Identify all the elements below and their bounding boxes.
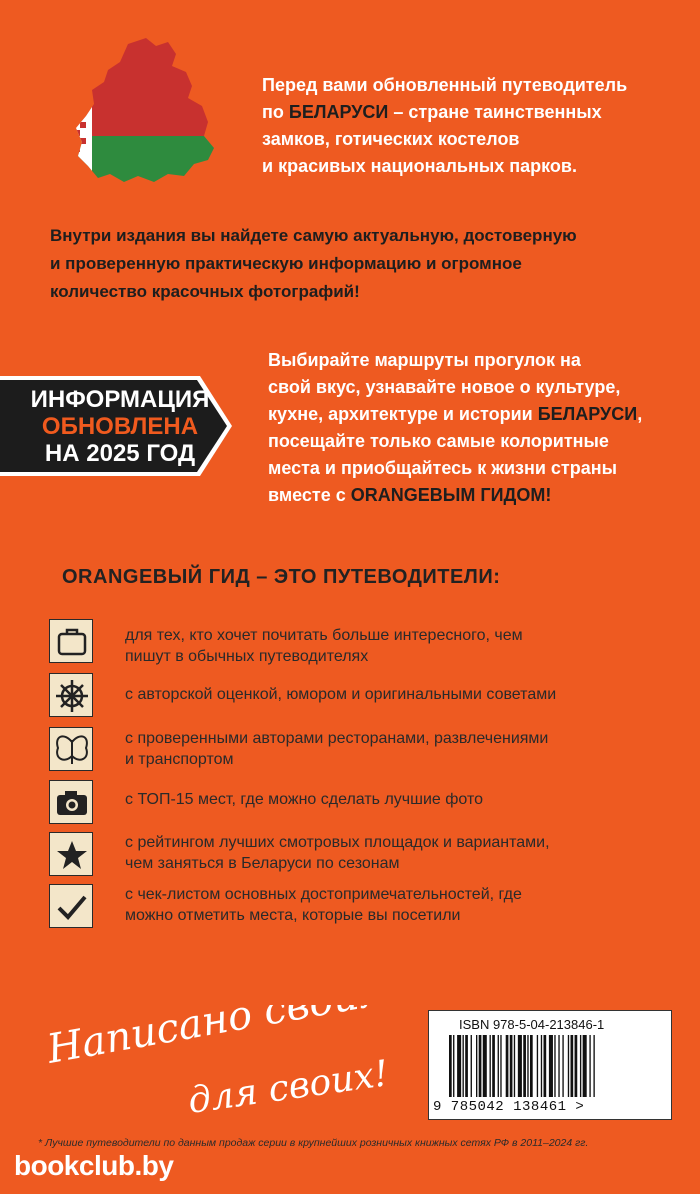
- inside-line-3: количество красочных фотографий!: [50, 282, 360, 301]
- barcode-bar: [593, 1035, 594, 1097]
- routes-line-1: Выбирайте маршруты прогулок на: [268, 350, 581, 370]
- routes-line-3: [268, 401, 688, 428]
- intro-line-4: и красивых национальных парков.: [262, 156, 577, 176]
- inside-paragraph: [50, 222, 670, 306]
- intro-paragraph: [262, 72, 682, 180]
- barcode-bar: [453, 1035, 454, 1097]
- inside-line-1: Внутри издания вы найдете самую актуальную, достоверную: [50, 226, 577, 245]
- routes-line-3-suffix: ,: [637, 404, 643, 424]
- barcode-bar: [583, 1035, 587, 1097]
- feature-item-4: [125, 789, 685, 810]
- barcode-bar: [465, 1035, 468, 1097]
- feature-item-3: [125, 728, 685, 770]
- checkmark-icon: [49, 884, 93, 928]
- feature-3-line-2: и транспортом: [125, 751, 234, 768]
- barcode-bar: [476, 1035, 477, 1097]
- barcode-bars: [435, 1035, 665, 1097]
- routes-line-4: посещайте только самые колоритные: [268, 431, 609, 451]
- barcode-bar: [479, 1035, 482, 1097]
- feature-5-line-1: с рейтингом лучших смотровых площадок и вариантами,: [125, 834, 550, 851]
- barcode-bar: [580, 1035, 581, 1097]
- intro-line-2-suffix: – стране таинственных: [388, 102, 602, 122]
- feature-3-line-1: с проверенными авторами ресторанами, развлечениями: [125, 730, 549, 747]
- updated-info-badge: [0, 376, 236, 476]
- barcode-bar: [544, 1035, 547, 1097]
- feature-2-line-1: с авторской оценкой, юмором и оригинальными советами: [125, 686, 557, 703]
- isbn-barcode: [428, 1010, 672, 1120]
- belarus-map-icon: [58, 36, 223, 194]
- barcode-bar: [575, 1035, 578, 1097]
- barcode-bar: [541, 1035, 542, 1097]
- signature-drawing: [40, 1005, 400, 1125]
- barcode-bar: [568, 1035, 569, 1097]
- handwritten-signature: [40, 1005, 400, 1125]
- isbn-number: ISBN 978-5-04-213846-1: [459, 1017, 605, 1032]
- suitcase-icon: [49, 619, 93, 663]
- barcode-bar: [527, 1035, 528, 1097]
- barcode-bar: [589, 1035, 590, 1097]
- barcode-bar: [463, 1035, 464, 1097]
- intro-line-2-prefix: по: [262, 102, 289, 122]
- country-highlight-2: БЕЛАРУСИ: [537, 404, 638, 424]
- feature-item-6: [125, 884, 685, 926]
- barcode-bar: [514, 1035, 515, 1097]
- site-watermark: bookclub.by: [14, 1150, 174, 1181]
- badge-text: [30, 386, 210, 467]
- brand-highlight: ORANGEВЫМ ГИДОМ!: [350, 485, 552, 505]
- barcode-digits: 9 785042 138461 >: [433, 1099, 585, 1115]
- butterfly-icon: [49, 727, 93, 771]
- barcode-bar: [449, 1035, 452, 1097]
- camera-icon: [49, 780, 93, 824]
- barcode-bar: [554, 1035, 555, 1097]
- signature-line-1: Написано своими: [43, 1005, 400, 1073]
- country-highlight: БЕЛАРУСИ: [288, 102, 389, 122]
- barcode-bar: [471, 1035, 472, 1097]
- routes-line-6-prefix: вместе с: [268, 485, 351, 505]
- intro-line-2: [262, 99, 682, 126]
- feature-6-line-1: с чек-листом основных достопримечательностей, где: [125, 886, 522, 903]
- routes-paragraph: [268, 347, 688, 509]
- barcode-bar: [500, 1035, 501, 1097]
- inside-line-2: и проверенную практическую информацию и огромное: [50, 254, 522, 273]
- barcode-bar: [498, 1035, 499, 1097]
- barcode-bar: [558, 1035, 559, 1097]
- intro-line-3: замков, готических костелов: [262, 129, 520, 149]
- footnote: * Лучшие путеводители по данным продаж серии в крупнейших розничных книжных сетях РФ в 2011–2024 гг.: [38, 1137, 589, 1149]
- feature-4-line-1: с ТОП-15 мест, где можно сделать лучшие фото: [125, 791, 483, 808]
- badge-line-1: ИНФОРМАЦИЯ: [30, 386, 210, 413]
- barcode-bar: [549, 1035, 553, 1097]
- barcode-bar: [530, 1035, 533, 1097]
- barcode-bar: [492, 1035, 495, 1097]
- routes-line-5: места и приобщайтесь к жизни страны: [268, 458, 617, 478]
- barcode-bar: [490, 1035, 491, 1097]
- feature-1-line-1: для тех, кто хочет почитать больше интересного, чем: [125, 627, 523, 644]
- barcode-bar: [483, 1035, 487, 1097]
- ship-wheel-icon: [49, 673, 93, 717]
- features-heading: ORANGEВЫЙ ГИД – ЭТО ПУТЕВОДИТЕЛИ:: [62, 566, 501, 588]
- feature-item-1: [125, 625, 685, 667]
- badge-line-2: ОБНОВЛЕНА: [41, 413, 199, 440]
- barcode-bar: [506, 1035, 509, 1097]
- barcode-bar: [457, 1035, 461, 1097]
- barcode-bar: [518, 1035, 522, 1097]
- feature-5-line-2: чем заняться в Беларуси по сезонам: [125, 855, 400, 872]
- belarus-map-flag: [58, 36, 223, 194]
- barcode-bar: [537, 1035, 538, 1097]
- routes-line-3-prefix: кухне, архитектуре и истории: [268, 404, 538, 424]
- barcode-bar: [562, 1035, 563, 1097]
- barcode-bar: [571, 1035, 574, 1097]
- feature-item-2: [125, 684, 685, 705]
- intro-line-1: Перед вами обновленный путеводитель: [262, 75, 628, 95]
- star-icon: [49, 832, 93, 876]
- feature-1-line-2: пишут в обычных путеводителях: [125, 648, 369, 665]
- routes-line-2: свой вкус, узнавайте новое о культуре,: [268, 377, 621, 397]
- routes-line-6: [268, 482, 688, 509]
- signature-line-2: для своих!: [185, 1053, 392, 1122]
- badge-line-3: НА 2025 ГОД: [44, 440, 196, 467]
- barcode-bar: [523, 1035, 526, 1097]
- barcode-bar: [510, 1035, 513, 1097]
- feature-item-5: [125, 832, 685, 874]
- feature-6-line-2: можно отметить места, которые вы посетили: [125, 907, 461, 924]
